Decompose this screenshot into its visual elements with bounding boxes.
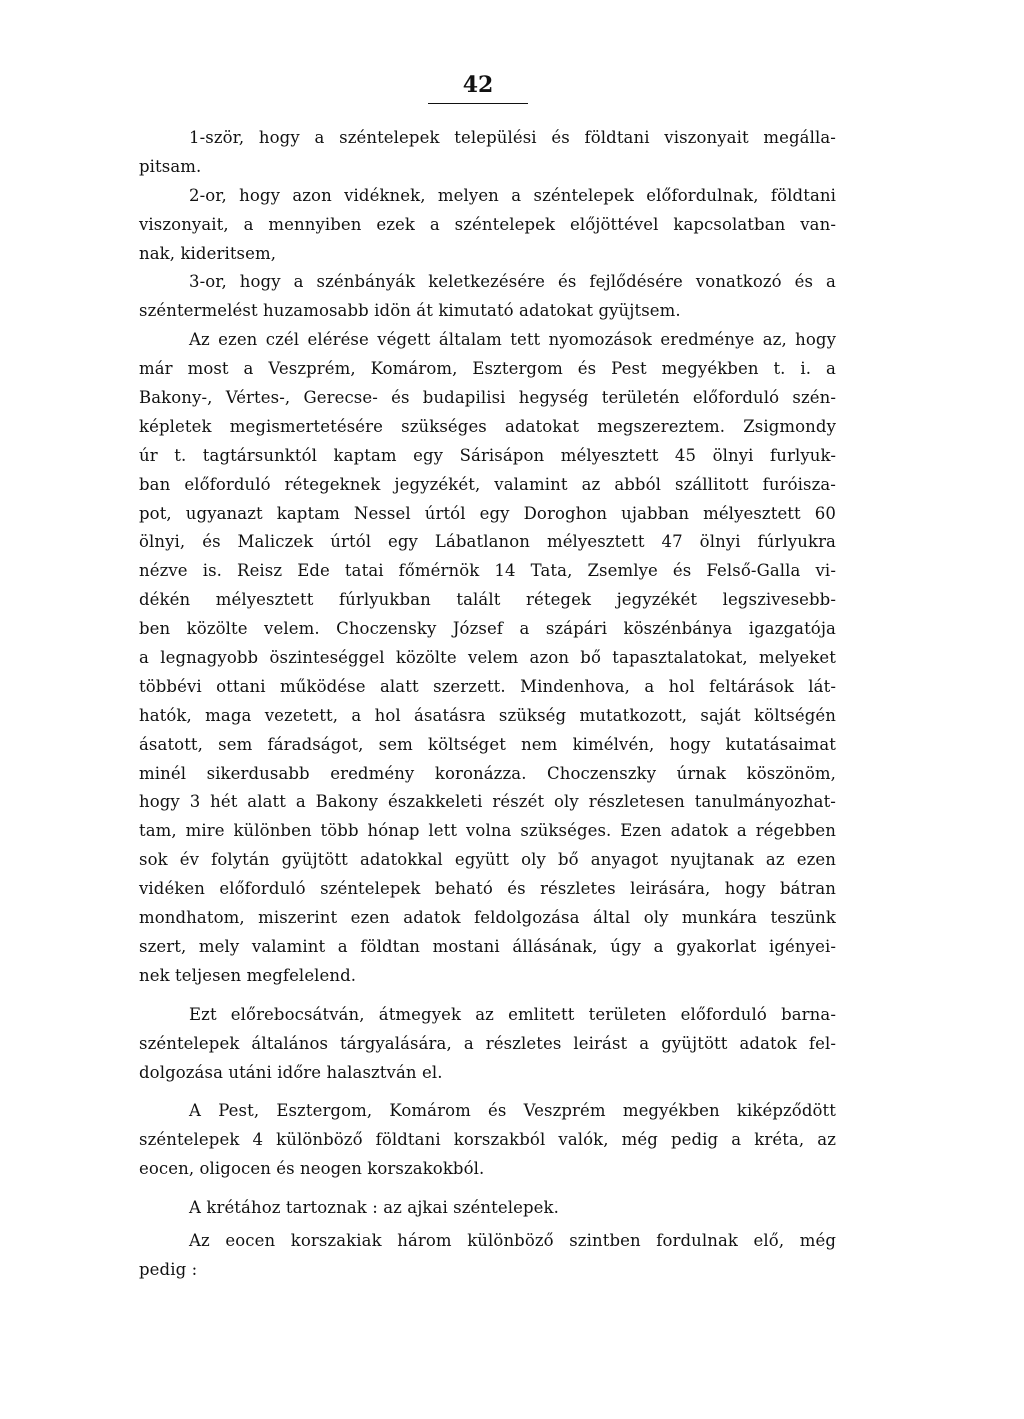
text-line: A Pest, Esztergom, Komárom és Veszprém megyékben kiképződött <box>189 1101 836 1121</box>
text-line: eocen, oligocen és neogen korszakokból. <box>139 1159 485 1179</box>
text-line: többévi ottani működése alatt szerzett. Mindenhova, a hol feltárások lát- <box>139 676 836 696</box>
page-number: 42 <box>428 72 528 104</box>
text-line: Az ezen czél elérése végett általam tett nyomozások eredménye az, hogy <box>189 330 836 350</box>
text-line: minél sikerdusabb eredmény koronázza. Choczenszky úrnak köszönöm, <box>139 763 836 783</box>
text-line: ásatott, sem fáradságot, sem költséget nem kimélvén, hogy kutatásaimat <box>139 734 836 754</box>
text-line: Ezt előrebocsátván, átmegyek az emlitett területen előforduló barna- <box>189 1004 836 1024</box>
text-line: pedig : <box>139 1259 198 1279</box>
text-line: dékén mélyesztett fúrlyukban talált rétegek jegyzékét legszivesebb- <box>139 590 836 610</box>
text-line: nak, kideritsem, <box>139 243 277 263</box>
text-line: Bakony-, Vértes-, Gerecse- és budapilisi hegység területén előforduló szén- <box>139 388 836 408</box>
text-line: hogy 3 hét alatt a Bakony északkeleti részét oly részletesen tanulmányozhat- <box>139 792 836 812</box>
text-line: széntelepek 4 különböző földtani korszakból valók, még pedig a kréta, az <box>139 1130 836 1150</box>
text-line: ban előforduló rétegeknek jegyzékét, valamint az abból szállitott furóisza- <box>139 474 836 494</box>
text-line: dolgozása utáni időre halasztván el. <box>139 1062 443 1082</box>
text-line: vidéken előforduló széntelepek beható és részletes leirására, hogy bátran <box>139 879 836 899</box>
text-line: már most a Veszprém, Komárom, Esztergom és Pest megyékben t. i. a <box>139 359 836 379</box>
text-line: széntermelést huzamosabb idön át kimutató adatokat gyüjtsem. <box>139 301 681 321</box>
text-line: úr t. tagtársunktól kaptam egy Sárisápon mélyesztett 45 ölnyi furlyuk- <box>139 445 836 465</box>
text-line: nek teljesen megfelelend. <box>139 965 357 985</box>
text-line: a legnagyobb öszinteséggel közölte velem azon bő tapasztalatokat, melyeket <box>139 648 836 668</box>
text-line: tam, mire különben több hónap lett volna szükséges. Ezen adatok a régebben <box>139 821 836 841</box>
text-line: sok év folytán gyüjtött adatokkal együtt oly bő anyagot nyujtanak az ezen <box>139 850 836 870</box>
text-line: széntelepek általános tárgyalására, a részletes leirást a gyüjtött adatok fel- <box>139 1033 836 1053</box>
text-line: pot, ugyanazt kaptam Nessel úrtól egy Doroghon ujabban mélyesztett 60 <box>139 503 836 523</box>
text-line: pitsam. <box>139 156 202 176</box>
text-line: szert, mely valamint a földtan mostani állásának, úgy a gyakorlat igényei- <box>139 936 836 956</box>
text-line: nézve is. Reisz Ede tatai főmérnök 14 Tata, Zsemlye és Felső-Galla vi- <box>139 561 836 581</box>
text-line: 1-ször, hogy a széntelepek települési és földtani viszonyait megálla- <box>189 128 836 147</box>
body-text <box>139 124 836 1285</box>
text-line: viszonyait, a mennyiben ezek a széntelepek előjöttével kapcsolatban van- <box>139 214 836 234</box>
text-line: A krétához tartoznak : az ajkai széntelepek. <box>189 1198 559 1218</box>
text-line: hatók, maga vezetett, a hol ásatásra szükség mutatkozott, saját költségén <box>139 705 836 725</box>
text-line: ben közölte velem. Choczensky József a szápári köszénbánya igazgatója <box>139 619 836 639</box>
text-line: Az eocen korszakiak három különböző szintben fordulnak elő, még <box>189 1230 836 1250</box>
text-line: mondhatom, miszerint ezen adatok feldolgozása által oly munkára teszünk <box>139 908 836 928</box>
text-line: képletek megismertetésére szükséges adatokat megszereztem. Zsigmondy <box>139 416 836 436</box>
text-line: 3-or, hogy a szénbányák keletkezésére és fejlődésére vonatkozó és a <box>189 272 836 292</box>
text-line: ölnyi, és Maliczek úrtól egy Lábatlanon mélyesztett 47 ölnyi fúrlyukra <box>139 532 836 552</box>
text-line: 2-or, hogy azon vidéknek, melyen a széntelepek előfordulnak, földtani <box>189 185 836 205</box>
